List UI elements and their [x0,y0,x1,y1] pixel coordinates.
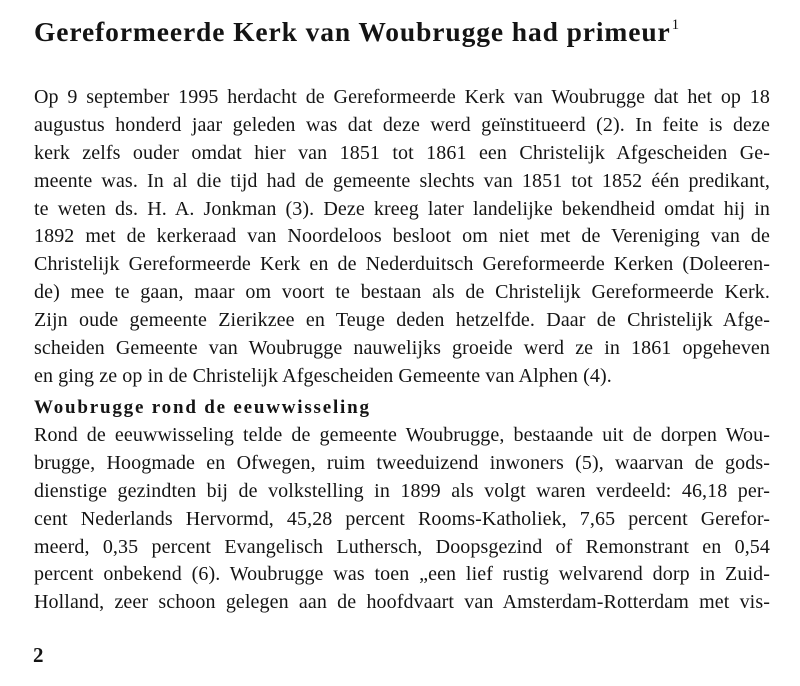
page-number: 2 [33,643,44,667]
paragraph-line: 1892 met de kerkeraad van Noordeloos besloot om niet met de Vereniging van de [34,225,770,248]
paragraph-line: scheiden Gemeente van Woubrugge nauwelijks groeide werd ze in 1861 opgeheven [34,337,770,360]
paragraph-line: augustus honderd jaar geleden was dat deze werd geïnstitueerd (2). In feite is deze [34,113,770,136]
intro-paragraph [34,84,770,391]
title-footnote-marker: 1 [671,17,680,33]
paragraph-line: dienstige gezindten bij de volkstelling in 1899 als volgt waren verdeeld: 46,18 per- [34,479,770,502]
paragraph-line: Holland, zeer schoon gelegen aan de hoofdvaart van Amsterdam-Rotterdam met vis- [34,591,770,614]
article-title [34,16,679,48]
paragraph-line: Op 9 september 1995 herdacht de Gereformeerde Kerk van Woubrugge dat het op 18 [34,86,770,108]
paragraph-line: Christelijk Gereformeerde Kerk en de Nederduitsch Gereformeerde Kerken (Doleeren- [34,253,770,276]
paragraph-line: cent Nederlands Hervormd, 45,28 percent Rooms-Katholiek, 7,65 percent Gerefor- [34,507,770,530]
paragraph-line: Zijn oude gemeente Zierikzee en Teuge deden hetzelfde. Daar de Christelijk Afge- [34,309,770,332]
paragraph-line: meente was. In al die tijd had de gemeente slechts van 1851 tot 1852 één predikant, [34,169,770,192]
paragraph-line: brugge, Hoogmade en Ofwegen, ruim tweeduizend inwoners (5), waarvan de gods- [34,451,770,474]
paragraph-line: en ging ze op in de Christelijk Afgescheiden Gemeente van Alphen (4). [34,364,612,387]
paragraph-line: kerk zelfs ouder omdat hier van 1851 tot 1861 een Christelijk Afgescheiden Ge- [34,141,770,164]
article-title-text: Gereformeerde Kerk van Woubrugge had primeur [34,16,671,47]
paragraph-line: te weten ds. H. A. Jonkman (3). Deze kreeg later landelijke bekendheid omdat hij in [34,197,770,220]
paragraph-line: Rond de eeuwwisseling telde de gemeente Woubrugge, bestaande uit de dorpen Wou- [34,424,770,446]
paragraph-line: meerd, 0,35 percent Evangelisch Luthersch, Doopsgezind of Remonstrant en 0,54 [34,535,770,558]
section-heading: Woubrugge rond de eeuwwisseling [34,397,371,418]
section-paragraph [34,422,770,617]
paragraph-line: de) mee te gaan, maar om voort te bestaan als de Christelijk Gereformeerde Kerk. [34,281,770,304]
paragraph-line: percent onbekend (6). Woubrugge was toen „een lief rustig welvarend dorp in Zuid- [34,563,770,586]
